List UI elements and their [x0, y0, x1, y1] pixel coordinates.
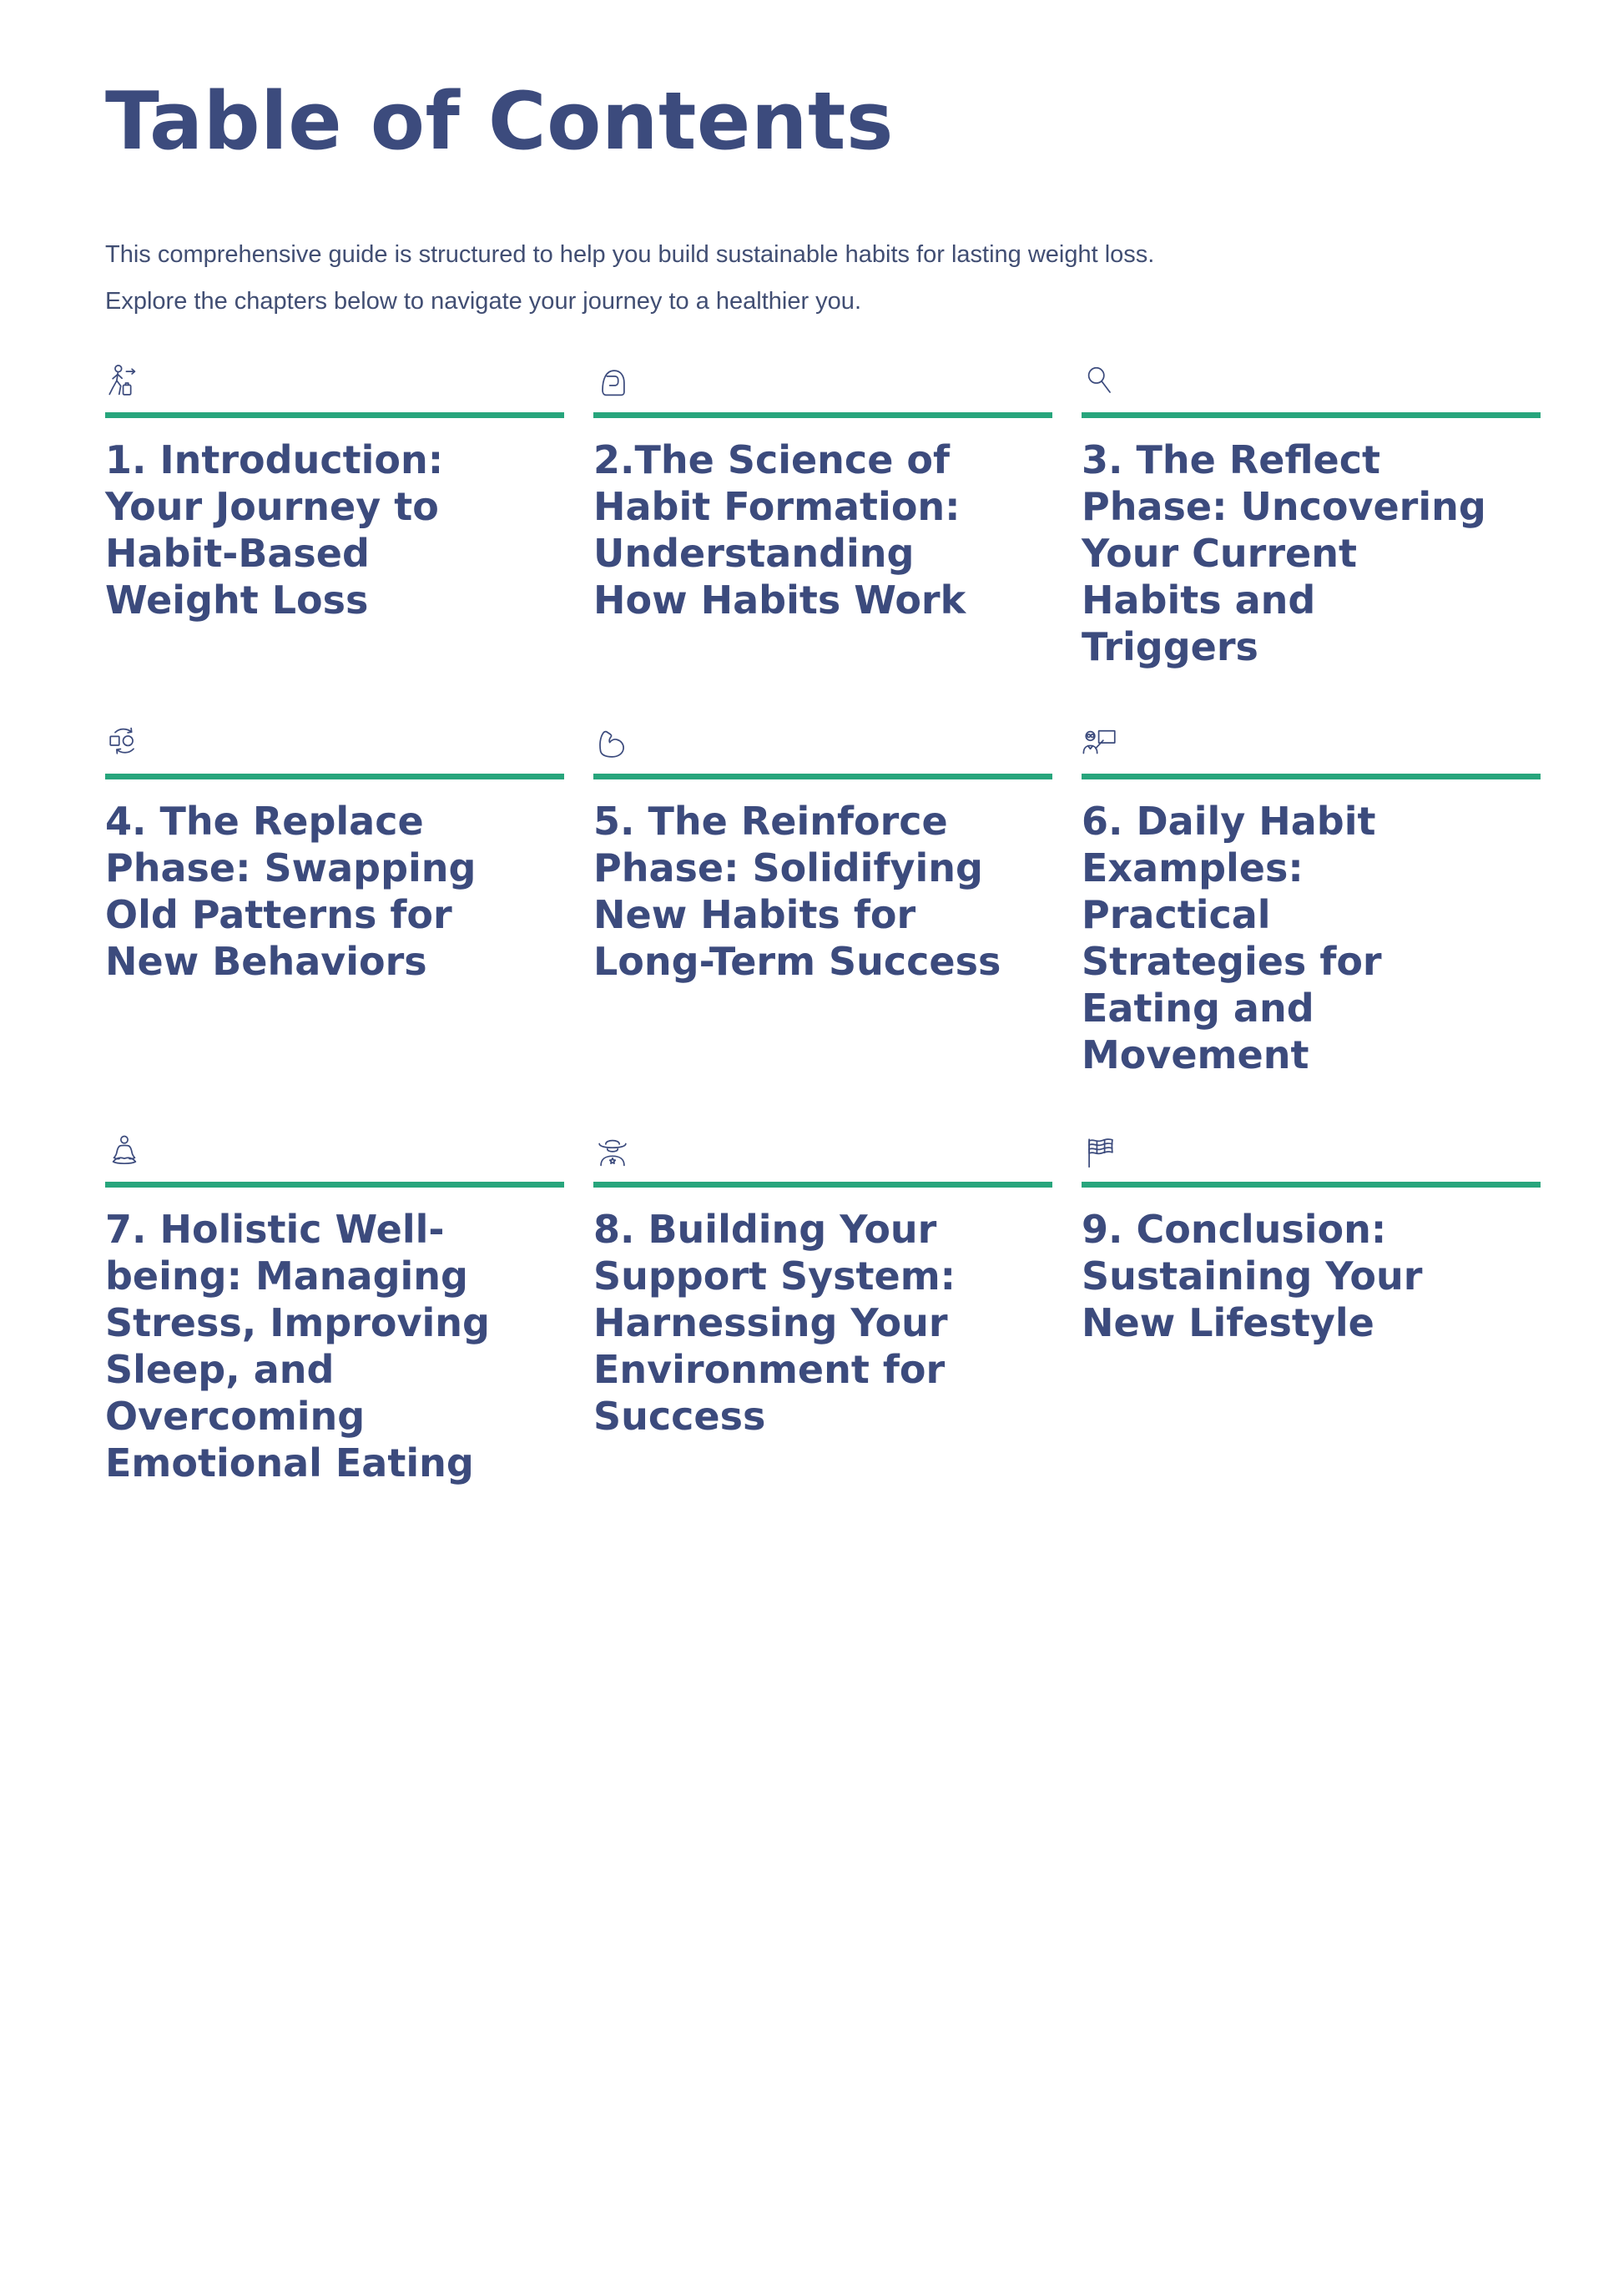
chapter-title-3: 3. The Reflect Phase: Uncovering Your Current Habits and Triggers: [1082, 437, 1486, 669]
toc-page: [0, 77, 1624, 2295]
chapter-title-7: 7. Holistic Well-being: Managing Stress, Improving Sleep, and Overcoming Emotional Eating: [105, 1207, 490, 1485]
journey-walk-icon: [105, 364, 564, 402]
divider-line: [593, 412, 1052, 418]
divider-line: [1082, 1182, 1541, 1188]
chapter-title-4: 4. The Replace Phase: Swapping Old Patterns for New Behaviors: [105, 799, 477, 984]
helmet-icon: [593, 364, 1052, 402]
chapter-card-4[interactable]: [105, 725, 564, 1078]
chapter-card-6[interactable]: [1082, 725, 1541, 1078]
intro-line-1: This comprehensive guide is structured to help you build sustainable habits for lasting weight loss.: [105, 241, 1155, 268]
search-icon: [1082, 364, 1541, 402]
divider-line: [105, 774, 564, 779]
chapter-title-8: 8. Building Your Support System: Harnessing Your Environment for Success: [593, 1207, 956, 1439]
coach-icon: [593, 1133, 1052, 1172]
chapter-title-9: 9. Conclusion: Sustaining Your New Lifestyle: [1082, 1207, 1423, 1345]
divider-line: [105, 1182, 564, 1188]
chapter-title-5: 5. The Reinforce Phase: Solidifying New Habits for Long-Term Success: [593, 799, 1001, 984]
chapter-grid: [105, 364, 1541, 1486]
chapter-card-8[interactable]: [593, 1133, 1052, 1486]
chapter-card-2[interactable]: [593, 364, 1052, 670]
chapter-card-3[interactable]: [1082, 364, 1541, 670]
chapter-title-2: 2.The Science of Habit Formation: Understanding How Habits Work: [593, 437, 966, 623]
chapter-title-6: 6. Daily Habit Examples: Practical Strategies for Eating and Movement: [1082, 799, 1382, 1077]
chapter-card-1[interactable]: [105, 364, 564, 670]
divider-line: [1082, 412, 1541, 418]
divider-line: [593, 774, 1052, 779]
intro-text: [105, 231, 1541, 325]
chapter-card-7[interactable]: [105, 1133, 564, 1486]
page-title: Table of Contents: [105, 76, 894, 168]
finish-flag-icon: [1082, 1133, 1541, 1172]
divider-line: [593, 1182, 1052, 1188]
swap-icon: [105, 725, 564, 764]
divider-line: [1082, 774, 1541, 779]
bicep-icon: [593, 725, 1052, 764]
chapter-card-5[interactable]: [593, 725, 1052, 1078]
intro-line-2: Explore the chapters below to navigate your journey to a healthier you.: [105, 288, 861, 315]
chapter-card-9[interactable]: [1082, 1133, 1541, 1486]
presenter-icon: [1082, 725, 1541, 764]
divider-line: [105, 412, 564, 418]
chapter-title-1: 1. Introduction: Your Journey to Habit-Based Weight Loss: [105, 437, 444, 623]
meditation-icon: [105, 1133, 564, 1172]
